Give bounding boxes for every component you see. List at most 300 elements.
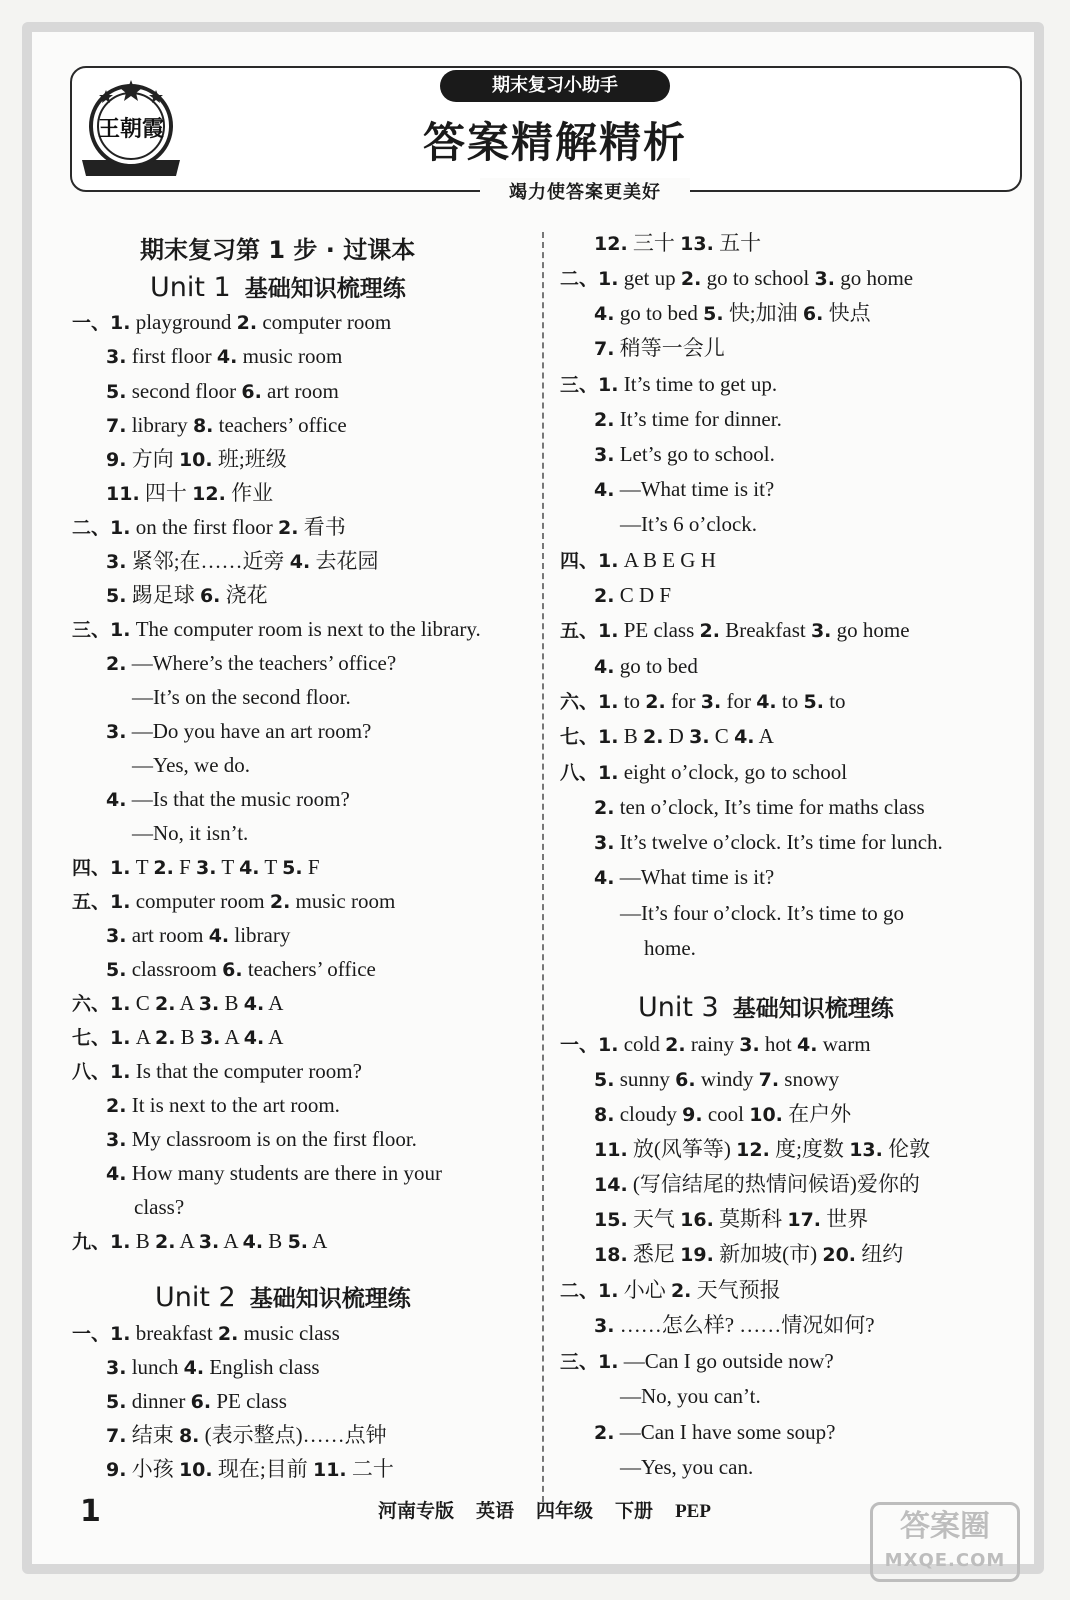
answer-text: —No, it isn’t. xyxy=(132,821,249,845)
answer-text: music room xyxy=(290,889,396,913)
left-answer-line xyxy=(106,1420,387,1451)
item-number: 2. xyxy=(665,1034,686,1056)
left-answer-line xyxy=(72,512,346,543)
left-answer-line xyxy=(106,1158,442,1189)
item-number: 2. xyxy=(594,585,615,607)
answer-text: 在户外 xyxy=(782,1102,852,1126)
item-number: 3. xyxy=(594,444,615,466)
answer-text: A xyxy=(754,724,774,748)
left-answer-line xyxy=(106,444,287,475)
brand-logo xyxy=(72,70,190,188)
answer-text: lunch xyxy=(126,1355,184,1379)
item-number: 10. xyxy=(178,449,213,471)
left-answer-line xyxy=(72,307,391,338)
answer-text: It is next to the art room. xyxy=(126,1093,340,1117)
item-number: 5. xyxy=(106,959,127,981)
answer-text: Is that the computer room? xyxy=(130,1059,362,1083)
answer-text: English class xyxy=(204,1355,320,1379)
left-answer-line xyxy=(106,376,339,407)
header-subtitle: 竭力使答案更美好 xyxy=(480,178,690,204)
item-number: 6. xyxy=(222,959,243,981)
right-answer-line xyxy=(594,439,775,470)
left-answer-line xyxy=(72,1056,362,1087)
item-number: 5. xyxy=(287,1231,309,1253)
item-number: 六、1. xyxy=(560,691,619,713)
answer-text: A xyxy=(130,1025,155,1049)
item-number: 3. xyxy=(594,832,615,854)
item-number: 9. xyxy=(682,1104,703,1126)
item-number: 五、1. xyxy=(72,891,131,913)
item-number: 9. xyxy=(106,1459,127,1481)
answer-text: B xyxy=(618,724,643,748)
item-number: 2. xyxy=(670,1280,692,1302)
item-number: 4. xyxy=(797,1034,818,1056)
left-answer-line xyxy=(106,1124,417,1155)
item-number: 10. xyxy=(749,1104,783,1126)
item-number: 11. xyxy=(594,1139,628,1161)
left-answer-line xyxy=(106,410,347,441)
answer-text: 紧邻;在……近旁 xyxy=(126,549,290,573)
answer-text: playground xyxy=(130,310,237,334)
logo-text: 王朝霞 xyxy=(97,116,165,142)
answer-text: A B E G H xyxy=(618,548,716,572)
item-number: 三、1. xyxy=(560,1351,619,1373)
item-number: 4. xyxy=(208,925,230,947)
answer-text: Let’s go to school. xyxy=(614,442,775,466)
item-number: 12. xyxy=(192,483,226,505)
answer-text: (写信结尾的热情问候语)爱你的 xyxy=(627,1172,920,1196)
answer-text: A xyxy=(220,1025,244,1049)
answer-text: —Can I have some soup? xyxy=(614,1420,836,1444)
item-number: 4. xyxy=(216,346,238,368)
answer-text: rainy xyxy=(685,1032,740,1056)
answer-text: C xyxy=(709,724,735,748)
item-number: 15. xyxy=(594,1209,628,1231)
answer-text: ten o’clock, It’s time for maths class xyxy=(614,795,925,819)
item-number: 3. xyxy=(198,1231,220,1253)
left-answer-line xyxy=(106,954,376,985)
answer-text: windy xyxy=(695,1067,759,1091)
answer-text: A xyxy=(219,1229,243,1253)
item-number: 2. xyxy=(645,691,666,713)
answer-text: 快点 xyxy=(823,301,871,325)
item-number: 5. xyxy=(703,303,724,325)
item-number: 七、1. xyxy=(72,1027,131,1049)
item-number: 16. xyxy=(680,1209,714,1231)
left-answer-line xyxy=(106,784,350,815)
answer-text: 悉尼 xyxy=(627,1242,681,1266)
item-number: 6. xyxy=(675,1069,696,1091)
item-number: 3. xyxy=(106,721,127,743)
item-number: 2. xyxy=(106,653,127,675)
item-number: 九、1. xyxy=(72,1231,131,1253)
answer-text: on the first floor xyxy=(130,515,279,539)
answer-text: —Do you have an art room? xyxy=(126,719,372,743)
answer-text: —Is that the music room? xyxy=(126,787,350,811)
answer-text: —Where’s the teachers’ office? xyxy=(126,651,397,675)
item-number: 一、1. xyxy=(72,312,131,334)
answer-text: 四十 xyxy=(139,481,193,505)
item-number: 5. xyxy=(282,857,303,879)
item-number: 2. xyxy=(680,268,702,290)
item-number: 八、1. xyxy=(560,762,619,784)
item-number: 13. xyxy=(849,1139,883,1161)
item-number: 20. xyxy=(822,1244,857,1266)
item-number: 4. xyxy=(734,726,755,748)
right-answer-line xyxy=(560,721,774,752)
item-number: 5. xyxy=(106,585,127,607)
unit2-title: Unit 2 基础知识梳理练 xyxy=(155,1282,411,1313)
left-answer-line xyxy=(106,478,273,509)
item-number: 18. xyxy=(594,1244,628,1266)
left-answer-line xyxy=(72,852,320,883)
left-answer-line xyxy=(72,1226,327,1257)
item-number: 10. xyxy=(178,1459,213,1481)
item-number: 一、1. xyxy=(72,1323,131,1345)
right-answer-line xyxy=(560,686,846,717)
item-number: 19. xyxy=(680,1244,714,1266)
answer-text: —It’s 6 o’clock. xyxy=(620,512,758,536)
item-number: 3. xyxy=(810,620,832,642)
item-number: 3. xyxy=(106,551,127,573)
answer-text: B xyxy=(263,1229,288,1253)
answer-text: 五十 xyxy=(713,231,762,255)
answer-text: 现在;目前 xyxy=(212,1457,313,1481)
item-number: 三、1. xyxy=(72,619,131,641)
answer-text: A xyxy=(264,1025,284,1049)
item-number: 4. xyxy=(243,1027,265,1049)
answer-text: C D F xyxy=(614,583,672,607)
right-answer-line xyxy=(594,1239,903,1270)
left-answer-line xyxy=(106,1090,340,1121)
unit3-title: Unit 3 基础知识梳理练 xyxy=(638,992,894,1023)
page-number: 1 xyxy=(80,1494,101,1529)
answer-text: T xyxy=(216,855,240,879)
item-number: 4. xyxy=(242,1231,264,1253)
answer-text: get up xyxy=(618,266,681,290)
answer-text: second floor xyxy=(126,379,242,403)
right-answer-line xyxy=(620,1381,761,1411)
item-number: 2. xyxy=(642,726,664,748)
answer-text: 莫斯科 xyxy=(713,1207,788,1231)
item-number: 一、1. xyxy=(560,1034,619,1056)
item-number: 2. xyxy=(594,1422,615,1444)
answer-text: cold xyxy=(618,1032,666,1056)
item-number: 8. xyxy=(594,1104,615,1126)
header-tab: 期末复习小助手 xyxy=(440,70,670,102)
left-answer-line xyxy=(72,1022,283,1053)
item-number: 4. xyxy=(594,303,615,325)
answer-text: 踢足球 xyxy=(126,583,200,607)
answer-text: ……怎么样? ……情况如何? xyxy=(614,1313,875,1337)
answer-text: A xyxy=(308,1229,328,1253)
right-answer-line xyxy=(594,580,671,611)
item-number: 11. xyxy=(106,483,140,505)
answer-text: —Yes, you can. xyxy=(620,1455,754,1479)
answer-text: 天气预报 xyxy=(691,1278,781,1302)
left-answer-line xyxy=(72,886,395,917)
answer-text: The computer room is next to the library. xyxy=(130,617,481,641)
right-answer-line xyxy=(594,474,774,505)
item-number: 2. xyxy=(154,1027,176,1049)
right-answer-line xyxy=(560,1275,781,1306)
item-number: 13. xyxy=(680,233,714,255)
answer-text: 快;加油 xyxy=(723,301,803,325)
answer-text: T xyxy=(130,855,154,879)
answer-text: —It’s four o’clock. It’s time to go xyxy=(620,901,905,925)
right-answer-line xyxy=(620,1452,753,1482)
answer-text: 纽约 xyxy=(856,1242,904,1266)
item-number: 4. xyxy=(106,1163,127,1185)
answer-text: classroom xyxy=(126,957,223,981)
item-number: 3. xyxy=(814,268,835,290)
right-answer-line xyxy=(560,545,716,576)
right-answer-line xyxy=(594,862,774,893)
item-number: 2. xyxy=(217,1323,239,1345)
answer-text: A xyxy=(175,1229,199,1253)
item-number: 2. xyxy=(269,891,291,913)
answer-text: art room xyxy=(261,379,339,403)
answer-text: 二十 xyxy=(346,1457,394,1481)
right-answer-line xyxy=(594,1064,839,1095)
item-number: 4. xyxy=(594,656,615,678)
answer-text: cloudy xyxy=(614,1102,683,1126)
item-number: 4. xyxy=(756,691,777,713)
answer-text: for xyxy=(721,689,757,713)
answer-text: 看书 xyxy=(298,515,346,539)
answer-text: 结束 xyxy=(126,1423,179,1447)
right-answer-line xyxy=(560,263,913,294)
answer-text: 新加坡(市) xyxy=(713,1242,823,1266)
answer-text: computer room xyxy=(257,310,392,334)
right-answer-line xyxy=(620,898,904,928)
answer-text: —Yes, we do. xyxy=(132,753,251,777)
right-answer-line xyxy=(594,404,782,435)
answer-text: How many students are there in your xyxy=(126,1161,442,1185)
item-number: 3. xyxy=(106,1357,127,1379)
item-number: 四、1. xyxy=(72,857,131,879)
item-number: 2. xyxy=(594,797,615,819)
answer-text: cool xyxy=(702,1102,750,1126)
right-answer-line xyxy=(594,1204,868,1235)
left-answer-line xyxy=(106,648,396,679)
item-number: 7. xyxy=(106,1425,127,1447)
right-answer-line xyxy=(594,1099,851,1130)
left-answer-line xyxy=(106,580,268,611)
left-answer-line xyxy=(132,750,250,780)
answer-text: go to bed xyxy=(614,301,704,325)
left-answer-line xyxy=(106,1352,320,1383)
answer-text: It’s time to get up. xyxy=(618,372,778,396)
item-number: 六、1. xyxy=(72,993,131,1015)
item-number: 2. xyxy=(154,1231,176,1253)
item-number: 5. xyxy=(106,381,127,403)
answer-text: PE class xyxy=(618,618,700,642)
answer-text: music room xyxy=(237,344,343,368)
item-number: 12. xyxy=(594,233,628,255)
item-number: 14. xyxy=(594,1174,628,1196)
item-number: 2. xyxy=(153,857,174,879)
item-number: 7. xyxy=(758,1069,780,1091)
left-answer-line xyxy=(132,818,248,848)
item-number: 5. xyxy=(803,691,824,713)
left-answer-line xyxy=(106,716,371,747)
answer-text: class? xyxy=(134,1195,185,1219)
item-number: 3. xyxy=(198,993,220,1015)
item-number: 8. xyxy=(192,415,214,437)
left-answer-line xyxy=(72,1318,340,1349)
answer-text: art room xyxy=(126,923,209,947)
left-answer-line xyxy=(72,988,283,1019)
item-number: 3. xyxy=(106,1129,127,1151)
right-answer-line xyxy=(560,757,847,788)
right-answer-line xyxy=(644,933,696,963)
right-answer-line xyxy=(560,615,910,646)
answer-text: hot xyxy=(759,1032,798,1056)
left-answer-line xyxy=(106,1454,394,1485)
answer-text: breakfast xyxy=(130,1321,218,1345)
section-title: 期末复习第 1 步 · 过课本 xyxy=(140,236,416,264)
item-number: 八、1. xyxy=(72,1061,131,1083)
answer-text: C xyxy=(130,991,155,1015)
item-number: 12. xyxy=(736,1139,770,1161)
item-number: 2. xyxy=(236,312,258,334)
right-answer-line xyxy=(594,298,871,329)
left-answer-line xyxy=(106,546,379,577)
item-number: 二、1. xyxy=(560,268,619,290)
answer-text: (表示整点)……点钟 xyxy=(199,1423,387,1447)
right-answer-line xyxy=(594,228,761,259)
right-answer-line xyxy=(594,1169,920,1200)
answer-text: Breakfast xyxy=(719,618,811,642)
item-number: 2. xyxy=(278,517,299,539)
left-answer-line xyxy=(106,920,290,951)
answer-text: My classroom is on the first floor. xyxy=(126,1127,417,1151)
answer-text: to xyxy=(823,689,846,713)
right-answer-line xyxy=(560,1029,871,1060)
answer-text: go home xyxy=(834,266,914,290)
item-number: 4. xyxy=(106,789,127,811)
item-number: 2. xyxy=(154,993,176,1015)
item-number: 4. xyxy=(594,479,615,501)
answer-text: go home xyxy=(831,618,910,642)
item-number: 17. xyxy=(787,1209,822,1231)
answer-text: go to bed xyxy=(614,654,698,678)
item-number: 3. xyxy=(196,857,217,879)
answer-text: It’s time for dinner. xyxy=(614,407,782,431)
answer-text: 小心 xyxy=(618,1278,671,1302)
right-answer-line xyxy=(594,651,698,682)
answer-text: B xyxy=(219,991,244,1015)
item-number: 3. xyxy=(106,925,127,947)
right-answer-line xyxy=(594,792,925,823)
item-number: 6. xyxy=(190,1391,212,1413)
item-number: 4. xyxy=(594,867,615,889)
item-number: 5. xyxy=(594,1069,615,1091)
answer-text: to xyxy=(776,689,804,713)
answer-text: 小孩 xyxy=(126,1457,179,1481)
answer-text: dinner xyxy=(126,1389,191,1413)
item-number: 4. xyxy=(183,1357,205,1379)
answer-text: It’s twelve o’clock. It’s time for lunch. xyxy=(614,830,943,854)
item-number: 4. xyxy=(239,857,260,879)
item-number: 5. xyxy=(106,1391,127,1413)
answer-text: teachers’ office xyxy=(242,957,376,981)
item-number: 4. xyxy=(243,993,265,1015)
item-number: 2. xyxy=(699,620,720,642)
answer-text: snowy xyxy=(779,1067,840,1091)
right-answer-line xyxy=(594,1310,875,1341)
item-number: 二、1. xyxy=(72,517,131,539)
left-answer-line xyxy=(106,341,342,372)
answer-text: A xyxy=(175,991,199,1015)
item-number: 3. xyxy=(700,691,722,713)
left-answer-line xyxy=(72,614,481,645)
right-answer-line xyxy=(560,1346,834,1377)
item-number: 4. xyxy=(289,551,311,573)
answer-text: 世界 xyxy=(821,1207,869,1231)
answer-text: 放(风筝等) xyxy=(627,1137,737,1161)
right-answer-line xyxy=(594,333,725,364)
column-divider xyxy=(542,232,544,1512)
answer-text: B xyxy=(130,1229,155,1253)
footer-info: 河南专版 英语 四年级 下册 PEP xyxy=(378,1501,711,1522)
answer-text: —It’s on the second floor. xyxy=(132,685,351,709)
answer-text: 天气 xyxy=(627,1207,681,1231)
answer-text: 方向 xyxy=(126,447,179,471)
item-number: 3. xyxy=(594,1315,615,1337)
answer-text: B xyxy=(175,1025,200,1049)
answer-text: 作业 xyxy=(225,481,274,505)
left-answer-line xyxy=(134,1192,184,1222)
item-number: 四、1. xyxy=(560,550,619,572)
answer-text: 浇花 xyxy=(220,583,268,607)
item-number: 8. xyxy=(178,1425,200,1447)
answer-text: PE class xyxy=(211,1389,287,1413)
answer-text: —Can I go outside now? xyxy=(618,1349,834,1373)
right-answer-line xyxy=(594,1134,930,1165)
answer-text: teachers’ office xyxy=(213,413,347,437)
left-answer-line xyxy=(106,1386,287,1417)
answer-text: —What time is it? xyxy=(614,865,775,889)
answer-text: go to school xyxy=(701,266,815,290)
unit1-title: Unit 1 基础知识梳理练 xyxy=(150,272,406,303)
item-number: 二、1. xyxy=(560,1280,619,1302)
item-number: 9. xyxy=(106,449,127,471)
item-number: 2. xyxy=(106,1095,127,1117)
answer-text: 稍等一会儿 xyxy=(614,336,725,360)
answer-text: music class xyxy=(238,1321,340,1345)
answer-text: F xyxy=(302,855,320,879)
answer-text: warm xyxy=(817,1032,871,1056)
right-answer-line xyxy=(594,1417,836,1448)
right-answer-line xyxy=(620,509,757,539)
answer-text: home. xyxy=(644,936,696,960)
answer-text: computer room xyxy=(130,889,270,913)
watermark: 答案圈 MXQE.COM xyxy=(870,1502,1020,1582)
page-title: 答案精解精析 xyxy=(422,118,687,167)
answer-text: 班;班级 xyxy=(212,447,287,471)
answer-text: to xyxy=(618,689,646,713)
answer-text: 度;度数 xyxy=(769,1137,850,1161)
answer-text: sunny xyxy=(614,1067,676,1091)
answer-text: for xyxy=(665,689,701,713)
answer-text: 去花园 xyxy=(310,549,379,573)
item-number: 3. xyxy=(199,1027,221,1049)
item-number: 三、1. xyxy=(560,374,619,396)
item-number: 7. xyxy=(106,415,127,437)
item-number: 7. xyxy=(594,338,615,360)
